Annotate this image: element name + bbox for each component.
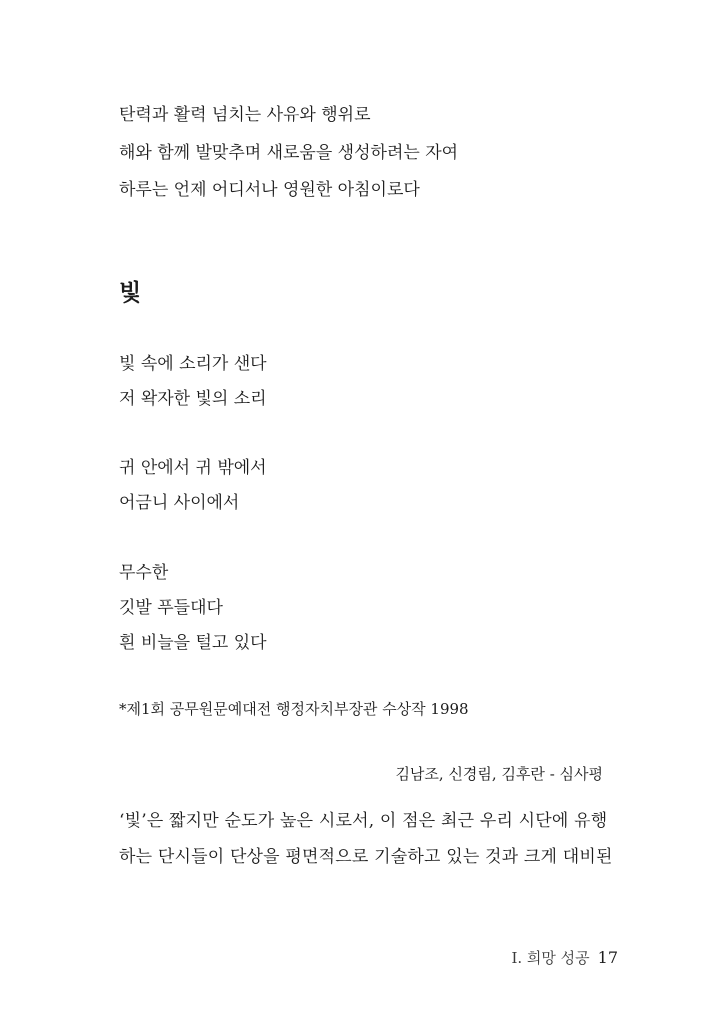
poem-line: 흰 비늘을 털고 있다 (119, 633, 267, 653)
intro-line-3: 하루는 언제 어디서나 영원한 아침이로다 (119, 180, 420, 200)
poem-line: 빛 속에 소리가 샌다 (119, 354, 267, 374)
page-number: 17 (597, 948, 618, 967)
poem-title: 빛 (119, 279, 142, 306)
intro-line-1: 탄력과 활력 넘치는 사유와 행위로 (119, 105, 371, 125)
poem-line: 어금니 사이에서 (119, 493, 240, 513)
footer-section: Ⅰ. 희망 성공 (511, 949, 590, 967)
page-footer (511, 948, 618, 968)
review-line-2: 하는 단시들이 단상을 평면적으로 기술하고 있는 것과 크게 대비된 (119, 847, 613, 867)
review-line-1: ‘빛’은 짧지만 순도가 높은 시로서, 이 점은 최근 우리 시단에 유행 (119, 811, 608, 831)
poem-line: 저 왁자한 빛의 소리 (119, 389, 267, 409)
review-byline: 김남조, 신경림, 김후란 - 심사평 (395, 765, 603, 783)
intro-line-2: 해와 함께 발맞추며 새로움을 생성하려는 자여 (119, 143, 459, 163)
poem-line: 깃발 푸들대다 (119, 598, 223, 618)
award-note: *제1회 공무원문예대전 행정자치부장관 수상작 1998 (119, 700, 469, 718)
poem-line: 귀 안에서 귀 밖에서 (119, 458, 267, 478)
poem-line: 무수한 (119, 563, 169, 583)
